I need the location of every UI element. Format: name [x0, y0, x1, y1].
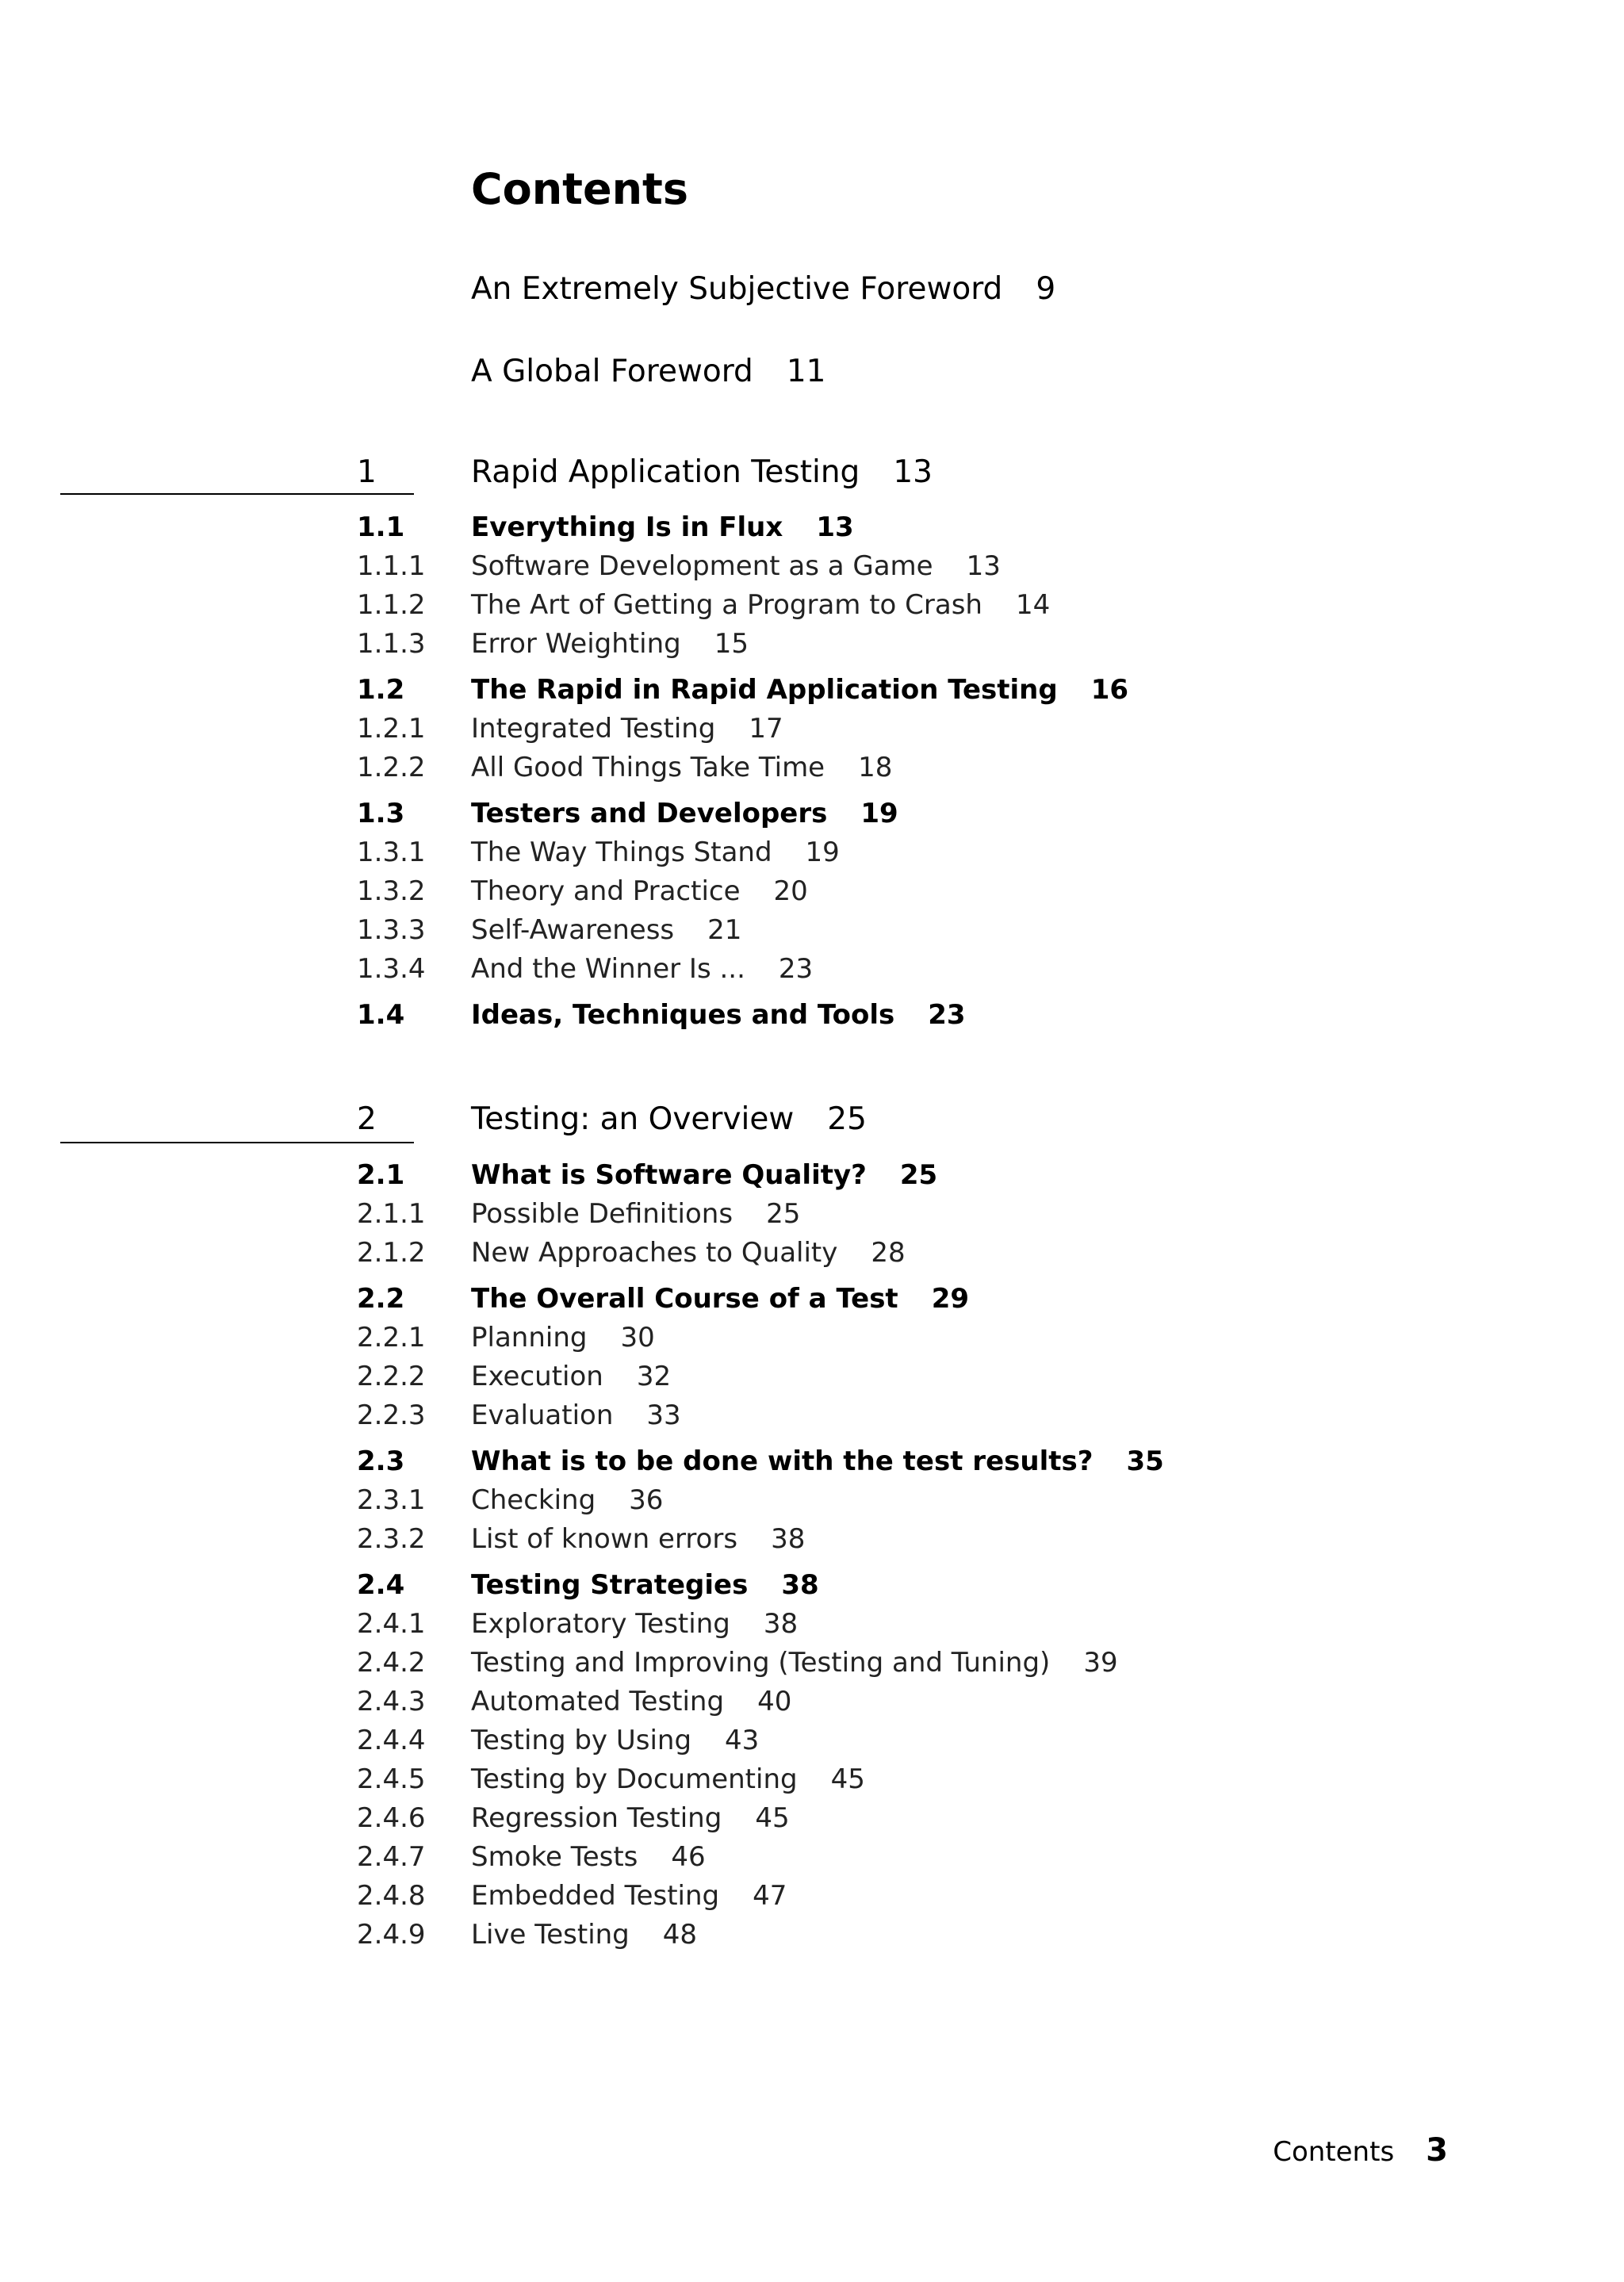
entry-title: Error Weighting 15	[471, 628, 749, 660]
entry-title: All Good Things Take Time 18	[471, 752, 893, 783]
entry-page: 38	[771, 1523, 806, 1555]
chapter-page: 25	[827, 1101, 867, 1137]
entry-title: New Approaches to Quality 28	[471, 1237, 906, 1269]
entry-page: 21	[707, 914, 742, 946]
entry-number: 1.3.2	[357, 875, 426, 907]
entry-page: 13	[816, 511, 854, 543]
footer-label: Contents	[1273, 2136, 1395, 2168]
chapter-title: Testing: an Overview 25	[471, 1099, 867, 1140]
entry-title: The Overall Course of a Test 29	[471, 1283, 970, 1315]
entry-title: Possible Definitions 25	[471, 1198, 801, 1230]
entry-number: 2.3.2	[357, 1523, 426, 1555]
page-footer	[1273, 2133, 1448, 2169]
chapter-rule	[60, 1142, 414, 1143]
toc-entry-page: 11	[786, 354, 826, 389]
entry-title: Evaluation 33	[471, 1399, 681, 1431]
entry-title: Automated Testing 40	[471, 1686, 792, 1717]
chapter-number: 2	[357, 1101, 377, 1137]
entry-page: 23	[778, 953, 814, 985]
entry-title: Software Development as a Game 13	[471, 550, 1001, 582]
entry-number: 2.4.5	[357, 1763, 426, 1795]
entry-title: The Way Things Stand 19	[471, 837, 840, 868]
entry-title: Ideas, Techniques and Tools 23	[471, 999, 966, 1031]
entry-page: 25	[899, 1159, 938, 1191]
entry-page: 19	[805, 837, 840, 868]
entry-title: Checking 36	[471, 1484, 664, 1516]
entry-number: 2.2.3	[357, 1399, 426, 1431]
toc-entry-page: 9	[1036, 271, 1056, 307]
entry-page: 46	[671, 1841, 706, 1873]
entry-number: 1.1.1	[357, 550, 426, 582]
entry-title: Testers and Developers 19	[471, 798, 898, 829]
entry-title: Live Testing 48	[471, 1919, 698, 1951]
entry-page: 14	[1015, 589, 1051, 621]
entry-title: Execution 32	[471, 1361, 672, 1392]
entry-page: 25	[766, 1198, 801, 1230]
entry-number: 2.4.2	[357, 1647, 426, 1679]
entry-number: 1.3.3	[357, 914, 426, 946]
entry-page: 23	[928, 999, 966, 1031]
entry-page: 15	[714, 628, 749, 660]
entry-number: 2.4.6	[357, 1802, 426, 1834]
entry-title: The Rapid in Rapid Application Testing 16	[471, 674, 1129, 706]
entry-page: 18	[858, 752, 893, 783]
toc-entry-title: A Global Foreword 11	[471, 351, 825, 392]
footer-page-number: 3	[1426, 2132, 1448, 2169]
entry-number: 1.2	[357, 674, 405, 706]
entry-page: 35	[1126, 1445, 1164, 1477]
entry-page: 43	[725, 1725, 760, 1756]
entry-number: 1.3.4	[357, 953, 426, 985]
entry-title: What is to be done with the test results? 35	[471, 1445, 1164, 1477]
entry-title: Regression Testing 45	[471, 1802, 790, 1834]
entry-title: Testing by Using 43	[471, 1725, 760, 1756]
entry-page: 40	[757, 1686, 792, 1717]
entry-title: Theory and Practice 20	[471, 875, 808, 907]
entry-page: 36	[629, 1484, 664, 1516]
chapter-title: Rapid Application Testing 13	[471, 452, 933, 493]
entry-title: List of known errors 38	[471, 1523, 806, 1555]
entry-number: 1.3	[357, 798, 405, 829]
entry-number: 2.1.1	[357, 1198, 426, 1230]
chapter-number: 1	[357, 454, 377, 490]
entry-page: 29	[931, 1283, 970, 1315]
entry-number: 2.4.1	[357, 1608, 426, 1640]
entry-page: 28	[871, 1237, 906, 1269]
entry-page: 20	[773, 875, 808, 907]
entry-title: Self-Awareness 21	[471, 914, 742, 946]
entry-number: 2.4	[357, 1569, 405, 1601]
entry-number: 2.2	[357, 1283, 405, 1315]
entry-number: 1.4	[357, 999, 405, 1031]
entry-page: 16	[1090, 674, 1129, 706]
entry-page: 45	[830, 1763, 865, 1795]
entry-title: The Art of Getting a Program to Crash 14	[471, 589, 1051, 621]
entry-page: 33	[646, 1399, 681, 1431]
entry-page: 13	[966, 550, 1001, 582]
entry-title: Testing by Documenting 45	[471, 1763, 865, 1795]
entry-number: 1.2.1	[357, 713, 426, 745]
entry-number: 1.1	[357, 511, 405, 543]
entry-page: 19	[860, 798, 898, 829]
entry-number: 2.4.7	[357, 1841, 426, 1873]
entry-number: 2.3.1	[357, 1484, 426, 1516]
entry-number: 2.2.2	[357, 1361, 426, 1392]
entry-title: Integrated Testing 17	[471, 713, 783, 745]
entry-title: Smoke Tests 46	[471, 1841, 706, 1873]
toc-entry-title: An Extremely Subjective Foreword 9	[471, 269, 1055, 310]
entry-page: 38	[781, 1569, 819, 1601]
entry-title: And the Winner Is ... 23	[471, 953, 814, 985]
entry-page: 39	[1083, 1647, 1118, 1679]
entry-page: 47	[753, 1880, 787, 1912]
entry-page: 32	[636, 1361, 672, 1392]
entry-title: Testing and Improving (Testing and Tuning) 39	[471, 1647, 1118, 1679]
entry-number: 1.1.3	[357, 628, 426, 660]
entry-number: 2.4.3	[357, 1686, 426, 1717]
chapter-page: 13	[893, 454, 933, 490]
entry-number: 2.4.8	[357, 1880, 426, 1912]
entry-number: 2.2.1	[357, 1322, 426, 1354]
entry-number: 2.4.4	[357, 1725, 426, 1756]
page-title: Contents	[471, 164, 689, 214]
entry-title: What is Software Quality? 25	[471, 1159, 938, 1191]
entry-title: Testing Strategies 38	[471, 1569, 819, 1601]
entry-title: Embedded Testing 47	[471, 1880, 787, 1912]
chapter-rule	[60, 493, 414, 495]
entry-page: 45	[755, 1802, 790, 1834]
entry-page: 48	[662, 1919, 698, 1951]
entry-number: 1.2.2	[357, 752, 426, 783]
entry-number: 1.1.2	[357, 589, 426, 621]
entry-number: 2.1.2	[357, 1237, 426, 1269]
entry-number: 2.3	[357, 1445, 405, 1477]
entry-number: 2.4.9	[357, 1919, 426, 1951]
entry-number: 2.1	[357, 1159, 405, 1191]
entry-page: 38	[763, 1608, 799, 1640]
entry-number: 1.3.1	[357, 837, 426, 868]
entry-page: 17	[749, 713, 783, 745]
entry-title: Planning 30	[471, 1322, 655, 1354]
entry-title: Exploratory Testing 38	[471, 1608, 799, 1640]
entry-page: 30	[620, 1322, 655, 1354]
entry-title: Everything Is in Flux 13	[471, 511, 854, 543]
